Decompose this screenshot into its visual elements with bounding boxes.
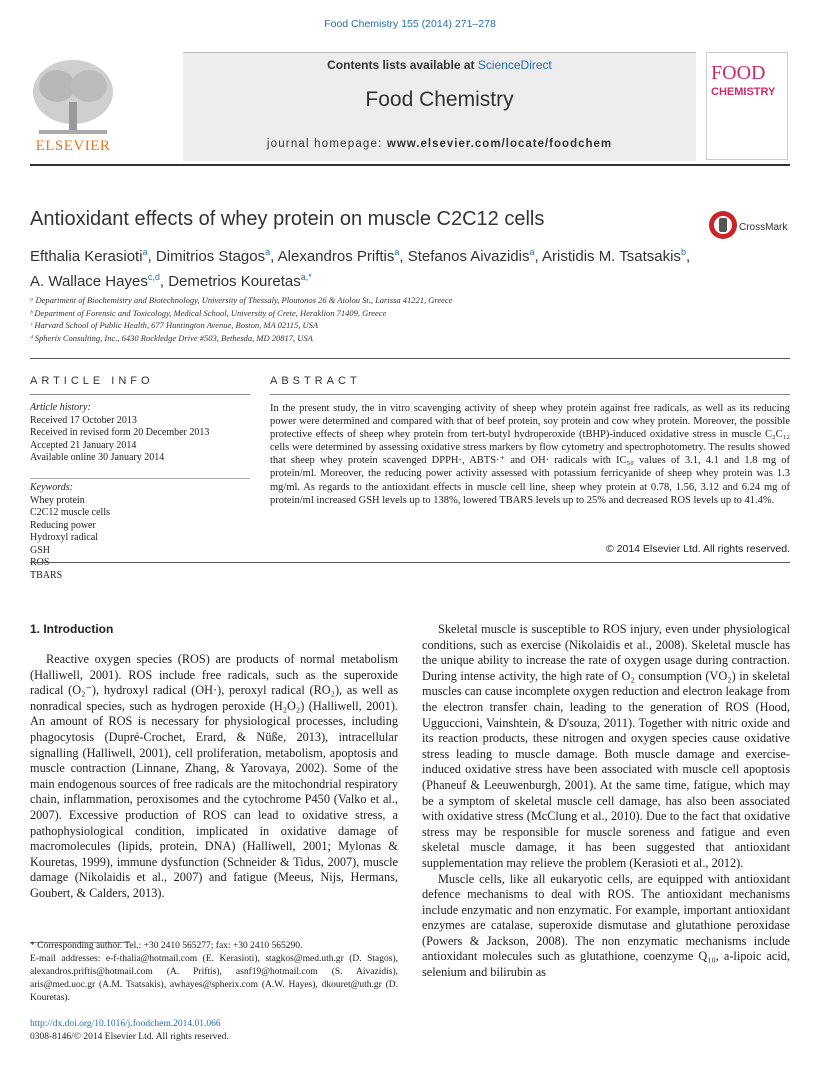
history-label: Article history: xyxy=(30,402,91,413)
author-list xyxy=(30,242,790,292)
section-divider xyxy=(30,358,790,359)
keyword: GSH xyxy=(30,544,51,556)
footnotes xyxy=(30,940,398,1005)
crossmark-label[interactable]: CrossMark xyxy=(739,222,788,233)
history-received: Received 17 October 2013 xyxy=(30,414,137,426)
paragraph: Muscle cells, like all eukaryotic cells, are equipped with antioxidant defence mechanisms to deal with ROS. The antioxidant mechanisms include enzymatic and non enzymatic. For example, important antioxidant enzymes are catalase, superoxide dismutase and glutathione peroxidase (Powers & Jackson, 2008). The non enzymatic mechanisms include antioxidant molecules such as glutathione, coenzyme Q₁₀, a-lipoic acid, selenium and bilirubin as xyxy=(422,871,790,980)
cover-word-food: FOOD xyxy=(711,62,766,84)
keyword: TBARS xyxy=(30,569,63,581)
author-affiliation-marker[interactable]: b xyxy=(680,247,686,257)
keywords-label: Keywords: xyxy=(30,482,73,493)
affiliation-a: ᵃ Department of Biochemistry and Biotechnology, University of Thessaly, Ploutonos 26 & Aiolou St., Larissa 41221, Greece xyxy=(30,295,453,305)
contents-prefix: Contents lists available at xyxy=(327,58,478,72)
abstract-end-divider xyxy=(30,562,790,563)
header-divider xyxy=(30,164,790,166)
journal-title: Food Chemistry xyxy=(365,88,514,111)
abstract-rule xyxy=(270,394,790,395)
paragraph: Reactive oxygen species (ROS) are products of normal metabolism (Halliwell, 2001). ROS include free radicals, such as the superoxide radical (O₂⁻), hydroxyl radical (OH·), peroxyl radical (RO₂), as well as nonradical species, such as hydrogen peroxide (H₂O₂) (Halliwell, 2001). An amount of ROS is necessary for physiological processes, including phagocytosis (Dupré-Crochet, Erard, & Nüße, 2013), intracellular signalling (Halliwell, 2001), cell proliferation, metabolism, apoptosis and muscle contraction (Linnane, Zhang, & Yarovaya, 2002). Some of the main endogenous sources of free radicals are the mitochondrial respiratory chain, inflammation, peroxisomes and the cytochrome P450 (Valko et al., 2007). Excessive production of ROS can lead to oxidative stress, a pathophysiological condition, implicated in oxidative damage of macromolecules (lipids, protein, DNA) (Halliwell, 2001; Mylonas & Kouretas, 1999), immune dysfunction (Schneider & Tidus, 2007), muscle damage (Nikolaidis et al., 2007) and fatigue (Meeus, Nijs, Hermans, Goubert, & Calders, 2013). xyxy=(30,652,398,900)
authors-line-2: A. Wallace Hayes$^{c,d}$, Demetrios Kouretas$^{a,*}$ xyxy=(30,272,312,290)
right-column xyxy=(422,622,790,981)
keyword: Hydroxyl radical xyxy=(30,532,99,543)
left-column xyxy=(30,652,398,902)
homepage-link[interactable]: www.elsevier.com/locate/foodchem xyxy=(386,138,613,150)
sciencedirect-link[interactable]: ScienceDirect xyxy=(477,58,552,72)
history-accepted: Accepted 21 January 2014 xyxy=(30,439,137,451)
contents-line xyxy=(183,58,696,72)
keyword xyxy=(30,557,260,570)
author-affiliation-marker[interactable]: a xyxy=(529,247,535,257)
doi-link[interactable]: http://dx.doi.org/10.1016/j.foodchem.2014.01.066 xyxy=(30,1019,221,1029)
author-affiliation-marker[interactable]: a xyxy=(394,247,400,257)
introduction-heading: 1. Introduction xyxy=(30,622,114,636)
author-name[interactable]: Demetrios Kouretas xyxy=(168,273,301,290)
affiliation-b: ᵇ Department of Forensic and Toxicology, Medical School, University of Crete, Heraklion 71409, Greece xyxy=(30,307,387,318)
affiliation-d: ᵈ Spherix Consulting, Inc., 6430 Rockledge Drive #503, Bethesda, MD 20817, USA xyxy=(30,332,313,343)
cover-word-chemistry: CHEMISTRY xyxy=(711,86,776,98)
crossmark-icon[interactable] xyxy=(708,210,738,240)
article-info-heading: ARTICLE INFO xyxy=(30,375,154,387)
homepage-prefix: journal homepage: xyxy=(266,138,387,150)
affiliations xyxy=(30,294,790,344)
article-history xyxy=(30,402,260,465)
author-emails: E-mail addresses: e-f-thalia@hotmail.com (E. Kerasioti), stagkos@med.uth.gr (D. Stagos), alexandros.priftis@hotmail.com (A. Priftis), asnf19@hotmail.com (S. Aivazidis), aris@med.uoc.gr (A.M. Tsatsakis), awhayes@spherix.com (A.W. Hayes), dkouret@uth.gr (D. Kouretas). xyxy=(30,954,398,1003)
author-affiliation-marker[interactable]: c,d xyxy=(147,272,160,282)
author-name[interactable]: Efthalia Kerasioti xyxy=(30,248,143,265)
author-affiliation-marker[interactable]: a xyxy=(142,247,148,257)
doi-block xyxy=(30,1018,229,1044)
authors-line-1: Efthalia Kerasioti$^a$, Dimitrios Stagos$^a$, Alexandros Priftis$^a$, Stefanos Aivazidis$^a$, Aristidis M. Tsatsakis$^b$, xyxy=(30,247,691,265)
author-affiliation-marker[interactable]: a,* xyxy=(300,272,312,282)
article-info-rule xyxy=(30,394,250,395)
issn-line: 0308-8146/© 2014 Elsevier Ltd. All rights reserved. xyxy=(30,1032,229,1042)
author-name[interactable]: Alexandros Priftis xyxy=(277,248,395,265)
history-revised: Received in revised form 20 December 2013 xyxy=(30,427,210,438)
copyright-notice: © 2014 Elsevier Ltd. All rights reserved. xyxy=(606,543,790,555)
abstract-heading: ABSTRACT xyxy=(270,375,361,387)
corresponding-author: * Corresponding author. Tel.: +30 2410 565277; fax: +30 2410 565290. xyxy=(30,941,303,951)
keywords-rule xyxy=(30,478,250,479)
abstract-text: In the present study, the in vitro scavenging activity of sheep whey protein against free radicals, as well as its reducing power were determined and compared with that of beef protein, soy protein and cow whey protein. Moreover, the possible protective effects of sheep whey protein from tert-butyl hydroperoxide (tBHP)-induced oxidative stress in muscle C₂C₁₂ cells were determined by assessing oxidative stress markers by flow cytometry and spectrophotometry. The results showed that sheep whey protein scavenged DPPH·, ABTS·⁺ and OH· radicals with IC₅₀ values of 3.1, 4.1 and 1.8 mg of protein/ml. Moreover, the reducing power activity assessed with potassium ferricyanide of sheep whey protein was 1.3 mg/ml. As regards to the antioxidant effects in muscle cell line, sheep whey protein at 0.78, 1.56, 3.12 and 6.24 mg of protein/ml increased GSH levels up to 138%, lowered TBARS levels up to 25% and decreased ROS levels up to 41.4%. xyxy=(270,403,790,506)
history-online: Available online 30 January 2014 xyxy=(30,452,165,463)
keywords xyxy=(30,482,260,582)
author-name[interactable]: Aristidis M. Tsatsakis xyxy=(542,248,681,265)
journal-reference[interactable]: Food Chemistry 155 (2014) 271–278 xyxy=(324,18,496,30)
paragraph: Skeletal muscle is susceptible to ROS injury, even under physiological conditions, such as exercise (Nikolaidis et al., 2008). Skeletal muscle has the unique ability to increase the rate of oxygen usage during contraction. During intense activity, the high rate of O₂ consumption (VO₂) in skeletal muscles can cause incomplete oxygen reduction and electron leakage from the electron transfer chain, leading to the generation of ROS (Hood, Ugguccioni, Vainshtein, & D'souza, 2011). Together with nitric oxide and its reaction products, these nitrogen and oxygen species cause oxidative stress leading to muscle damage. Both muscle damage and exercise-induced oxidative stress have been associated with muscle cell apoptosis (Phaneuf & Leeuwenburgh, 2001). At the same time, fatigue, which may be a symptom of skeletal muscle cell damage, has also been associated with oxidative stress (McClung et al., 2010). Due to the fact that oxidative stress may be responsible for muscle soreness and fatigue and even skeletal muscle damage, it has been suggested that antioxidant supplementation may relieve the problem (Kerasioti et al., 2012). xyxy=(422,622,790,870)
author-name[interactable]: Stefanos Aivazidis xyxy=(407,248,530,265)
author-name[interactable]: Dimitrios Stagos xyxy=(155,248,266,265)
publisher-name: ELSEVIER xyxy=(35,138,111,154)
author-affiliation-marker[interactable]: a xyxy=(265,247,271,257)
affiliation-c: ᶜ Harvard School of Public Health, 677 Huntington Avenue, Boston, MA 02115, USA xyxy=(30,320,319,330)
author-name[interactable]: A. Wallace Hayes xyxy=(30,273,148,290)
keyword: C2C12 muscle cells xyxy=(30,507,110,518)
journal-homepage xyxy=(183,138,696,150)
paper-title: Antioxidant effects of whey protein on muscle C2C12 cells xyxy=(30,208,545,230)
keyword: Reducing power xyxy=(30,519,96,531)
keyword: Whey protein xyxy=(30,494,85,506)
